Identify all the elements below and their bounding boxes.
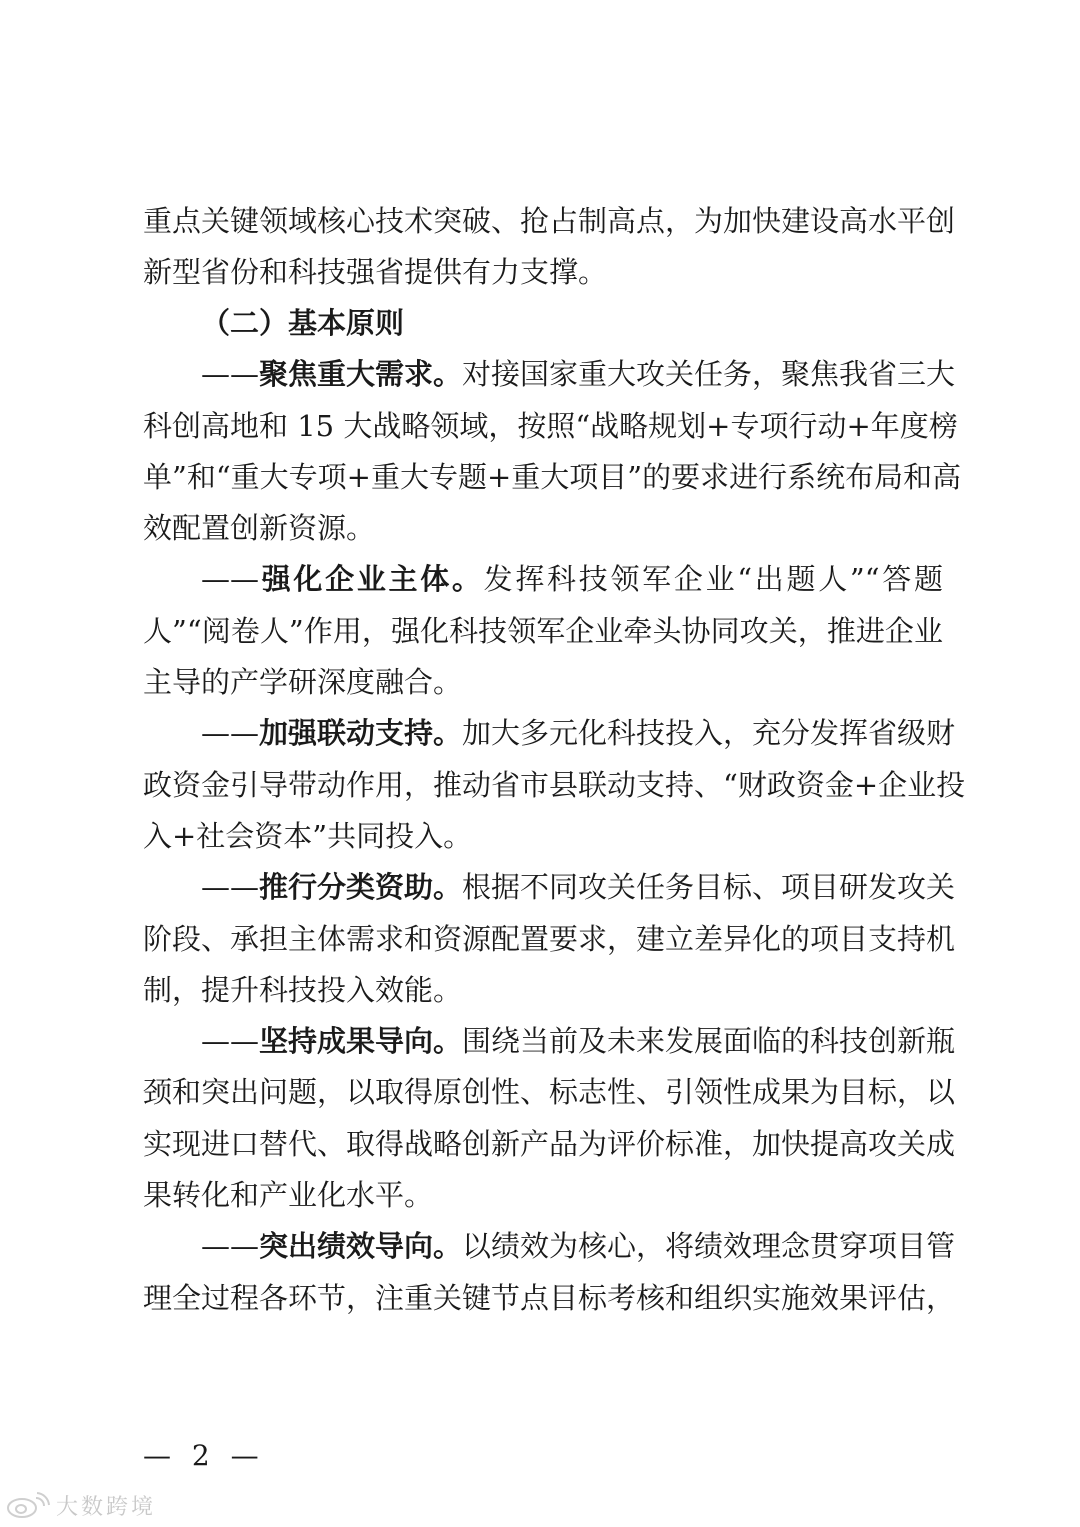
weibo-logo-icon xyxy=(6,1492,50,1518)
body-line-1: 重点关键领域核心技术突破、抢占制高点，为加快建设高水平创 xyxy=(143,204,956,238)
principle-1-text: 对接国家重大攻关任务，聚焦我省三大 xyxy=(462,357,956,391)
principle-5-line-2: 颈和突出问题，以取得原创性、标志性、引领性成果为目标，以 xyxy=(143,1075,956,1109)
principle-5-first-line xyxy=(201,1021,956,1061)
section-heading: （二）基本原则 xyxy=(201,306,405,340)
principle-1-line-3: 单”和“重大专项+重大专题+重大项目”的要求进行系统布局和高 xyxy=(143,460,962,494)
principle-3-line-2: 政资金引导带动作用，推动省市县联动支持、“财政资金+企业投 xyxy=(143,768,966,802)
principle-5-line-4: 果转化和产业化水平。 xyxy=(143,1178,434,1212)
principle-4-title: 推行分类资助。 xyxy=(259,870,463,904)
principle-6-text: 以绩效为核心，将绩效理念贯穿项目管 xyxy=(462,1229,956,1263)
em-dash: —— xyxy=(201,357,259,391)
principle-2-title: 强化企业主体。 xyxy=(259,562,484,596)
body-line-2: 新型省份和科技强省提供有力支撑。 xyxy=(143,255,608,289)
principle-2-line-3: 主导的产学研深度融合。 xyxy=(143,665,463,699)
principle-1-line-2: 科创高地和 15 大战略领域，按照“战略规划+专项行动+年度榜 xyxy=(143,409,958,443)
em-dash: —— xyxy=(201,716,259,750)
principle-1-title: 聚焦重大需求。 xyxy=(259,357,463,391)
principle-1-first-line xyxy=(201,354,956,394)
principle-4-first-line xyxy=(201,867,956,907)
principle-4-text: 根据不同攻关任务目标、项目研发攻关 xyxy=(462,870,956,904)
principle-5-text: 围绕当前及未来发展面临的科技创新瓶 xyxy=(462,1024,956,1058)
principle-5-line-3: 实现进口替代、取得战略创新产品为评价标准，加快提高攻关成 xyxy=(143,1127,956,1161)
principle-2-text: 发挥科技领军企业“出题人”“答题 xyxy=(483,562,943,596)
principle-3-first-line xyxy=(201,713,956,753)
principle-4-line-2: 阶段、承担主体需求和资源配置要求，建立差异化的项目支持机 xyxy=(143,922,956,956)
page-number: — 2 — xyxy=(143,1439,265,1472)
em-dash: —— xyxy=(201,870,259,904)
em-dash: —— xyxy=(201,1229,259,1263)
principle-5-title: 坚持成果导向。 xyxy=(259,1024,463,1058)
principle-3-text: 加大多元化科技投入，充分发挥省级财 xyxy=(462,716,956,750)
em-dash: —— xyxy=(201,562,259,596)
principle-3-line-3: 入+社会资本”共同投入。 xyxy=(143,819,473,853)
principle-2-line-2: 人”“阅卷人”作用，强化科技领军企业牵头协同攻关，推进企业 xyxy=(143,614,943,648)
principle-1-line-4: 效配置创新资源。 xyxy=(143,511,376,545)
principle-3-title: 加强联动支持。 xyxy=(259,716,463,750)
em-dash: —— xyxy=(201,1024,259,1058)
principle-4-line-3: 制，提升科技投入效能。 xyxy=(143,973,463,1007)
watermark-text: 大数跨境 xyxy=(56,1494,157,1520)
principle-6-title: 突出绩效导向。 xyxy=(259,1229,463,1263)
principle-6-line-2: 理全过程各环节，注重关键节点目标考核和组织实施效果评估， xyxy=(143,1281,956,1315)
principle-2-first-line xyxy=(201,559,943,599)
principle-6-first-line xyxy=(201,1226,956,1266)
watermark xyxy=(6,1490,156,1520)
